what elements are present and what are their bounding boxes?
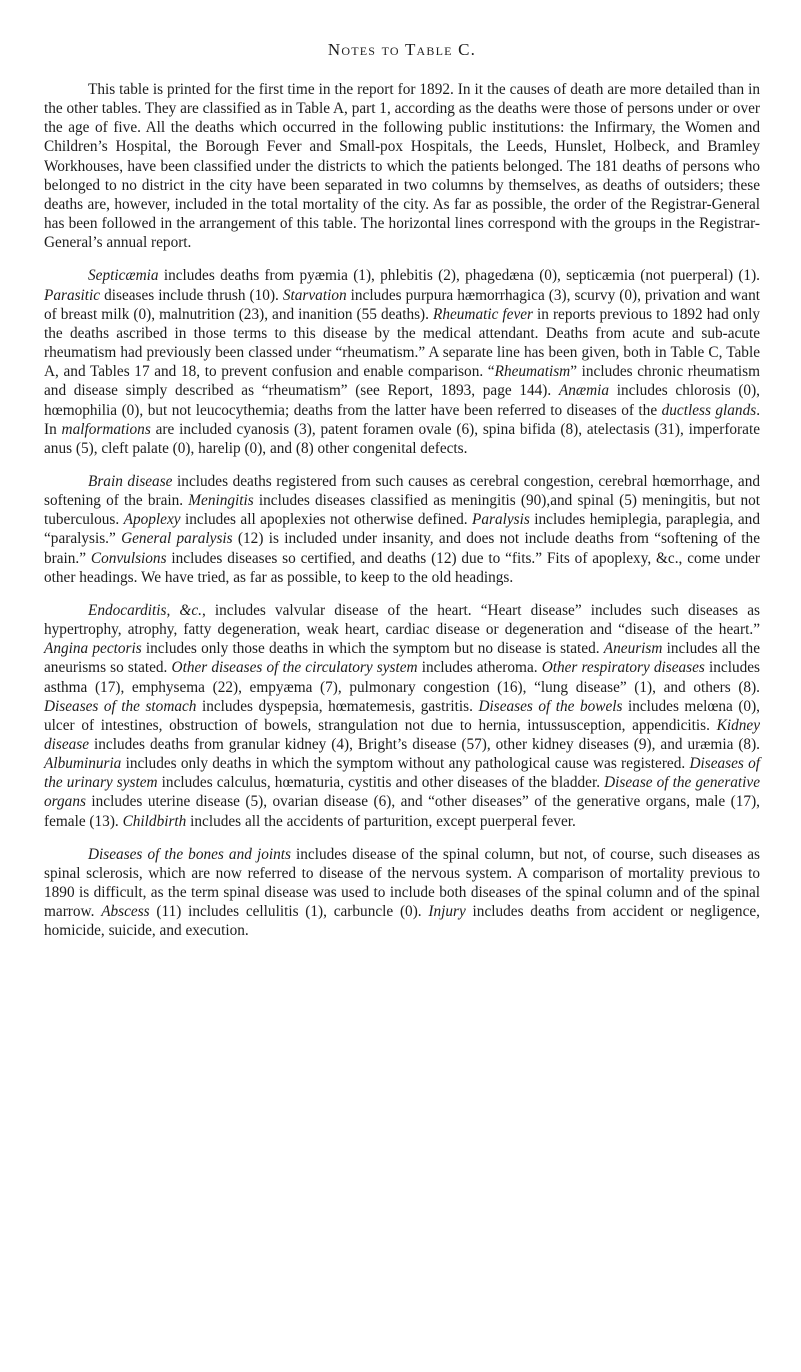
text-run: includes only those deaths in which the symptom but no disease is stated. <box>141 640 604 658</box>
text-run: , includes valvular disease of the heart. “Heart disease” includes such diseases as hypertrophy, atrophy, fatty degeneration, weak heart, cardiac disease or degeneration and “disease of the heart.” <box>44 601 761 639</box>
text-run: . In <box>44 401 761 438</box>
italic-term: General paralysis <box>121 530 233 548</box>
italic-term: Convulsions <box>90 549 167 567</box>
text-run: includes all apoplexies not otherwise defined. <box>180 511 473 529</box>
text-run: diseases include thrush (10). <box>100 286 283 304</box>
italic-term: Diseases of the bowels <box>478 697 623 715</box>
italic-term: Paralysis <box>472 511 530 529</box>
italic-term: Apoplexy <box>123 511 181 529</box>
italic-term: ductless glands <box>661 401 757 419</box>
document-page <box>44 40 760 955</box>
text-run: includes deaths from accident or negligence, homicide, suicide, and execution. <box>44 903 760 940</box>
text-run: (11) includes cellulitis (1), carbuncle (0). <box>149 903 429 921</box>
italic-term: Septicæmia <box>88 267 159 285</box>
text-run: includes diseases so certified, and deaths (12) due to “fits.” Fits of apoplexy, &c., come under other headings. We have tried, as far as possible, to keep to the old headings. <box>44 549 760 586</box>
italic-term: Diseases of the stomach <box>44 697 197 715</box>
text-run: includes purpura hæmorrhagica (3), scurvy (0), privation and want of breast milk (0), malnutrition (23), and inanition (55 deaths). <box>44 286 760 323</box>
italic-term: Starvation <box>282 286 347 304</box>
paragraph <box>44 472 760 587</box>
text-run: includes deaths from pyæmia (1), phlebitis (2), phagedæna (0), septicæmia (not puerperal) (1). <box>158 267 760 285</box>
italic-term: Brain disease <box>88 472 173 490</box>
text-run: includes all the aneurisms so stated. <box>44 640 761 677</box>
paragraph <box>44 80 760 252</box>
page-heading: Notes to Table C. <box>327 40 477 59</box>
italic-term: Albuminuria <box>44 755 122 773</box>
text-run: includes uterine disease (5), ovarian disease (6), and “other diseases” of the generative organs, male (17), female (13). <box>44 793 760 830</box>
italic-term: Abscess <box>101 903 150 921</box>
text-run: includes only deaths in which the symptom without any pathological cause was registered. <box>121 755 690 773</box>
text-run: includes dyspepsia, hœmatemesis, gastritis. <box>196 697 479 715</box>
italic-term: Aneurism <box>603 640 663 658</box>
document-body <box>44 80 760 941</box>
italic-term: Endocarditis, &c. <box>88 601 202 619</box>
text-run: includes deaths registered from such causes as cerebral congestion, cerebral hœmorrhage, and softening of the brain. <box>44 472 761 510</box>
text-run: includes deaths from granular kidney (4), Bright’s disease (57), other kidney diseases (9), and uræmia (8). <box>89 736 760 753</box>
text-run: are included cyanosis (3), patent foramen ovale (6), spina bifida (8), atelectasis (31), imperforate anus (5), cleft palate (0), harelip (0), and (8) other congenital defects. <box>44 420 760 457</box>
italic-term: Rheumatism <box>494 363 571 381</box>
italic-term: malformations <box>61 420 151 438</box>
paragraph <box>44 601 760 831</box>
italic-term: Parasitic <box>44 286 101 304</box>
italic-term: Disease of the generative organs <box>44 774 761 811</box>
italic-term: Rheumatic fever <box>433 305 534 323</box>
text-run: ” includes chronic rheumatism and disease simply described as “rheumatism” (see Report, 1893, page 144). <box>44 363 760 400</box>
text-run: includes all the accidents of parturition, except puerperal fever. <box>186 812 576 830</box>
italic-term: Diseases of the urinary system <box>44 755 760 792</box>
italic-term: Other diseases of the circulatory system <box>171 659 418 677</box>
italic-term: Angina pectoris <box>44 640 142 658</box>
text-run: includes hemiplegia, paraplegia, and “paralysis.” <box>44 511 760 548</box>
text-run: includes atheroma. <box>417 659 542 677</box>
italic-term: Diseases of the bones and joints <box>88 845 291 863</box>
text-run: includes asthma (17), emphysema (22), empyæma (7), pulmonary congestion (16), “lung disease” (1), and others (8). <box>44 659 760 696</box>
italic-term: Injury <box>428 903 466 921</box>
text-run: includes chlorosis (0), hœmophilia (0), but not leucocythemia; deaths from the latter have been referred to diseases of the <box>44 382 760 419</box>
text-run: includes diseases classified as meningitis (90),and spinal (5) meningitis, but not tuberculous. <box>44 492 760 529</box>
text-run: includes melœna (0), ulcer of intestines, obstruction of bowels, strangulation not due to hernia, intussusception, appendicitis. <box>44 697 760 734</box>
paragraph <box>44 266 760 458</box>
italic-term: Other respiratory diseases <box>541 659 705 677</box>
paragraph <box>44 845 760 941</box>
text-run: This table is printed for the first time in the report for 1892. In it the causes of death are more detailed than in the other tables. They are classified as in Table A, part 1, according as the deaths were those of persons under or over the age of five. All the deaths which occurred in the following public institutions: the Infirmary, the Women and Children’s Hospital, the Borough Fever and Small-pox Hospitals, the Leeds, Hunslet, Holbeck, and Bramley Workhouses, have been classified under the districts to which the patients belonged. The 181 deaths of persons who belonged to no district in the city have been separated in two columns by themselves, as deaths of outsiders; these deaths are, however, included in the total mortality of the city. As far as possible, the order of the Registrar-General has been followed in the arrangement of this table. The horizontal lines correspond with the groups in the Registrar-General’s annual report. <box>44 81 760 252</box>
text-run: includes disease of the spinal column, but not, of course, such diseases as spinal sclerosis, which are now referred to disease of the nervous system. A comparison of mortality previous to 1890 is difficult, as the term spinal disease was used to include both diseases of the spinal column and of the spinal marrow. <box>44 845 760 921</box>
italic-term: Childbirth <box>122 812 187 830</box>
italic-term: Meningitis <box>188 492 254 510</box>
text-run: in reports previous to 1892 had only the deaths ascribed in those terms to this disease by the medical attendant. Deaths from acute and sub-acute rheumatism had previously been classed under “rheumatism.” A separate line has been given, both in Table C, Table A, and Tables 17 and 18, to prevent confusion and enable comparison. “ <box>44 305 761 381</box>
text-run: (12) is included under insanity, and does not include deaths from “softening of the brain.” <box>44 530 760 567</box>
italic-term: Kidney disease <box>44 716 760 753</box>
text-run: includes calculus, hœmaturia, cystitis and other diseases of the bladder. <box>157 774 605 792</box>
italic-term: Anæmia <box>558 382 610 400</box>
